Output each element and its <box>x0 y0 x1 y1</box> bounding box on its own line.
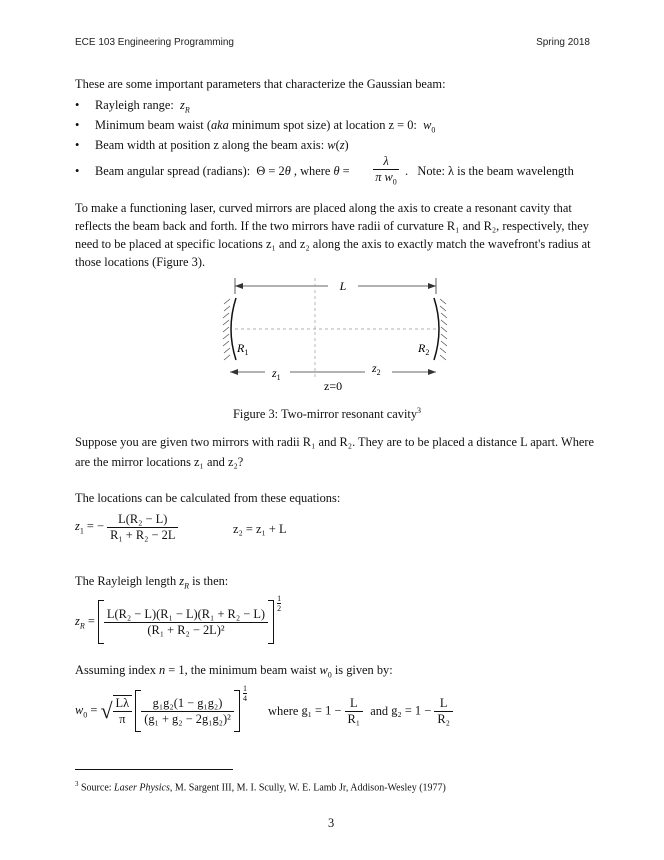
r1-label: $R_1$ <box>237 341 249 357</box>
w0-power: $\frac{1}{4}$ <box>242 684 247 703</box>
w0-where: where <box>268 703 299 718</box>
footnote-rest: , M. Sargent III, M. I. Scully, W. E. Lamb Jr, Addison-Wesley (1977) <box>169 782 446 794</box>
g-and: and <box>370 703 389 718</box>
g1-fraction: $\frac{L}{\text{R₁}}$ <box>345 696 364 727</box>
z0-label: z=0 <box>324 379 343 393</box>
g1-lhs: g₁ = 1 − <box>301 703 342 718</box>
page-number: 3 <box>328 816 335 830</box>
equation-z1: $z_1$ = − $\frac{\text{L(R₂ − L)}}{\text{R₁ + R₂ − 2L}}$ <box>75 512 178 543</box>
paragraph-waist: Assuming index n = 1, the minimum beam waist $w_0$ is given by: <box>75 663 393 680</box>
paragraph-question: Suppose you are given two mirrors with radii R₁ and R₂. They are to be placed a distance L apart. Where are the mirror locations z₁ and z₂? <box>75 435 595 469</box>
header-term: Spring 2018 <box>536 37 590 48</box>
figure-caption-ref: 3 <box>417 406 422 415</box>
z1-numerator: L(R₂ − L) <box>107 512 178 528</box>
equation-z2: z₂ = z₁ + L <box>233 522 287 536</box>
equation-w0: $w_0$ = √ $\frac{L\lambda}{\pi}$ $\frac{\text{g₁g₂(1 − g₁g₂)}}{\text{(g₁ + g₂ − 2g₁g₂)²}}$ $\frac{1}{4}$ where g₁ = 1 − $\frac{L}{\text{R₁}}$ and g₂ = 1 − $\frac{L}{\text{R₂}}$ <box>75 690 453 732</box>
zr-power: $\frac{1}{2}$ <box>277 594 282 613</box>
w0-sqrt-numerator: Lλ <box>113 696 133 712</box>
bullet-width-text: Beam width at position z along the beam axis: <box>95 138 325 152</box>
footnote-mark: 3 <box>75 780 79 788</box>
w0-denominator: (g₁ + g₂ − 2g₁g₂)² <box>144 711 231 726</box>
bullet-spread-text: Beam angular spread (radians): <box>95 164 251 178</box>
w0-numerator: g₁g₂(1 − g₁g₂) <box>141 696 234 712</box>
intro-text: These are some important parameters that characterize the Gaussian beam: <box>75 77 446 91</box>
zr-denominator: (R₁ + R₂ − 2L)² <box>147 622 225 637</box>
w0-fraction <box>141 696 234 727</box>
equation-zr: $z_R$ = $\frac{\text{L(R₂ − L)(R₁ − L)(R₁ + R₂ − L)}}{\text{(R₁ + R₂ − 2L)²}}$ $\frac{1}{2}$ <box>75 600 281 644</box>
left-mirror-hatch <box>223 299 230 360</box>
arrow-head-right <box>428 283 436 289</box>
w0-sqrt-fraction <box>113 695 133 727</box>
bullet-waist-text: Minimum beam waist ( <box>95 118 211 132</box>
bullet-waist-text2: minimum spot size) at location z = 0: <box>228 118 417 132</box>
g2-lhs: g₂ = 1 − <box>391 703 432 718</box>
bullet-rayleigh-text: Rayleigh range: <box>95 98 174 112</box>
footnote-label: Source: <box>81 782 112 794</box>
z1-label: $z_1$ <box>272 366 281 382</box>
right-mirror-hatch <box>440 299 447 360</box>
footnote <box>75 775 446 797</box>
figure-caption-text: Figure 3: Two-mirror resonant cavity <box>233 407 418 422</box>
g2-fraction: $\frac{L}{\text{R₂}}$ <box>434 696 453 727</box>
bullet-waist-italic: aka <box>210 118 229 132</box>
z1-denominator: R₁ + R₂ − 2L <box>110 528 176 542</box>
r2-label: $R_2$ <box>418 341 430 357</box>
w0-sqrt-denominator: π <box>119 712 126 726</box>
figure-caption <box>233 402 421 423</box>
footnote-rule <box>75 769 233 770</box>
spread-fraction: λ π $w_0$ <box>373 154 399 186</box>
zr-fraction <box>104 607 268 638</box>
two-mirror-cavity-figure <box>200 268 460 396</box>
bullet-spread-note: Note: λ is the beam wavelength <box>417 164 574 178</box>
z2-label: $z_2$ <box>372 361 381 377</box>
z1-fraction <box>107 512 178 543</box>
footnote-title: Laser Physics <box>114 782 170 794</box>
arrow-head-left <box>235 283 243 289</box>
zr-numerator: L(R₂ − L)(R₁ − L)(R₁ + R₂ − L) <box>104 607 268 623</box>
paragraph-rayleigh: The Rayleigh length $z_R$ is then: <box>75 574 229 591</box>
length-label: L <box>339 279 347 293</box>
paragraph-locations: The locations can be calculated from these equations: <box>75 491 341 505</box>
header-course: ECE 103 Engineering Programming <box>75 37 234 48</box>
paragraph-cavity: To make a functioning laser, curved mirrors are placed along the axis to create a resonant cavity that reflects the beam back and forth. If the two mirrors have radii of curvature R₁ and R₂, respectively, they need to be placed at specific locations z₁ and z₂ along the axis to exactly match the wavefront's radius at those locations (Figure 3). <box>75 201 591 269</box>
